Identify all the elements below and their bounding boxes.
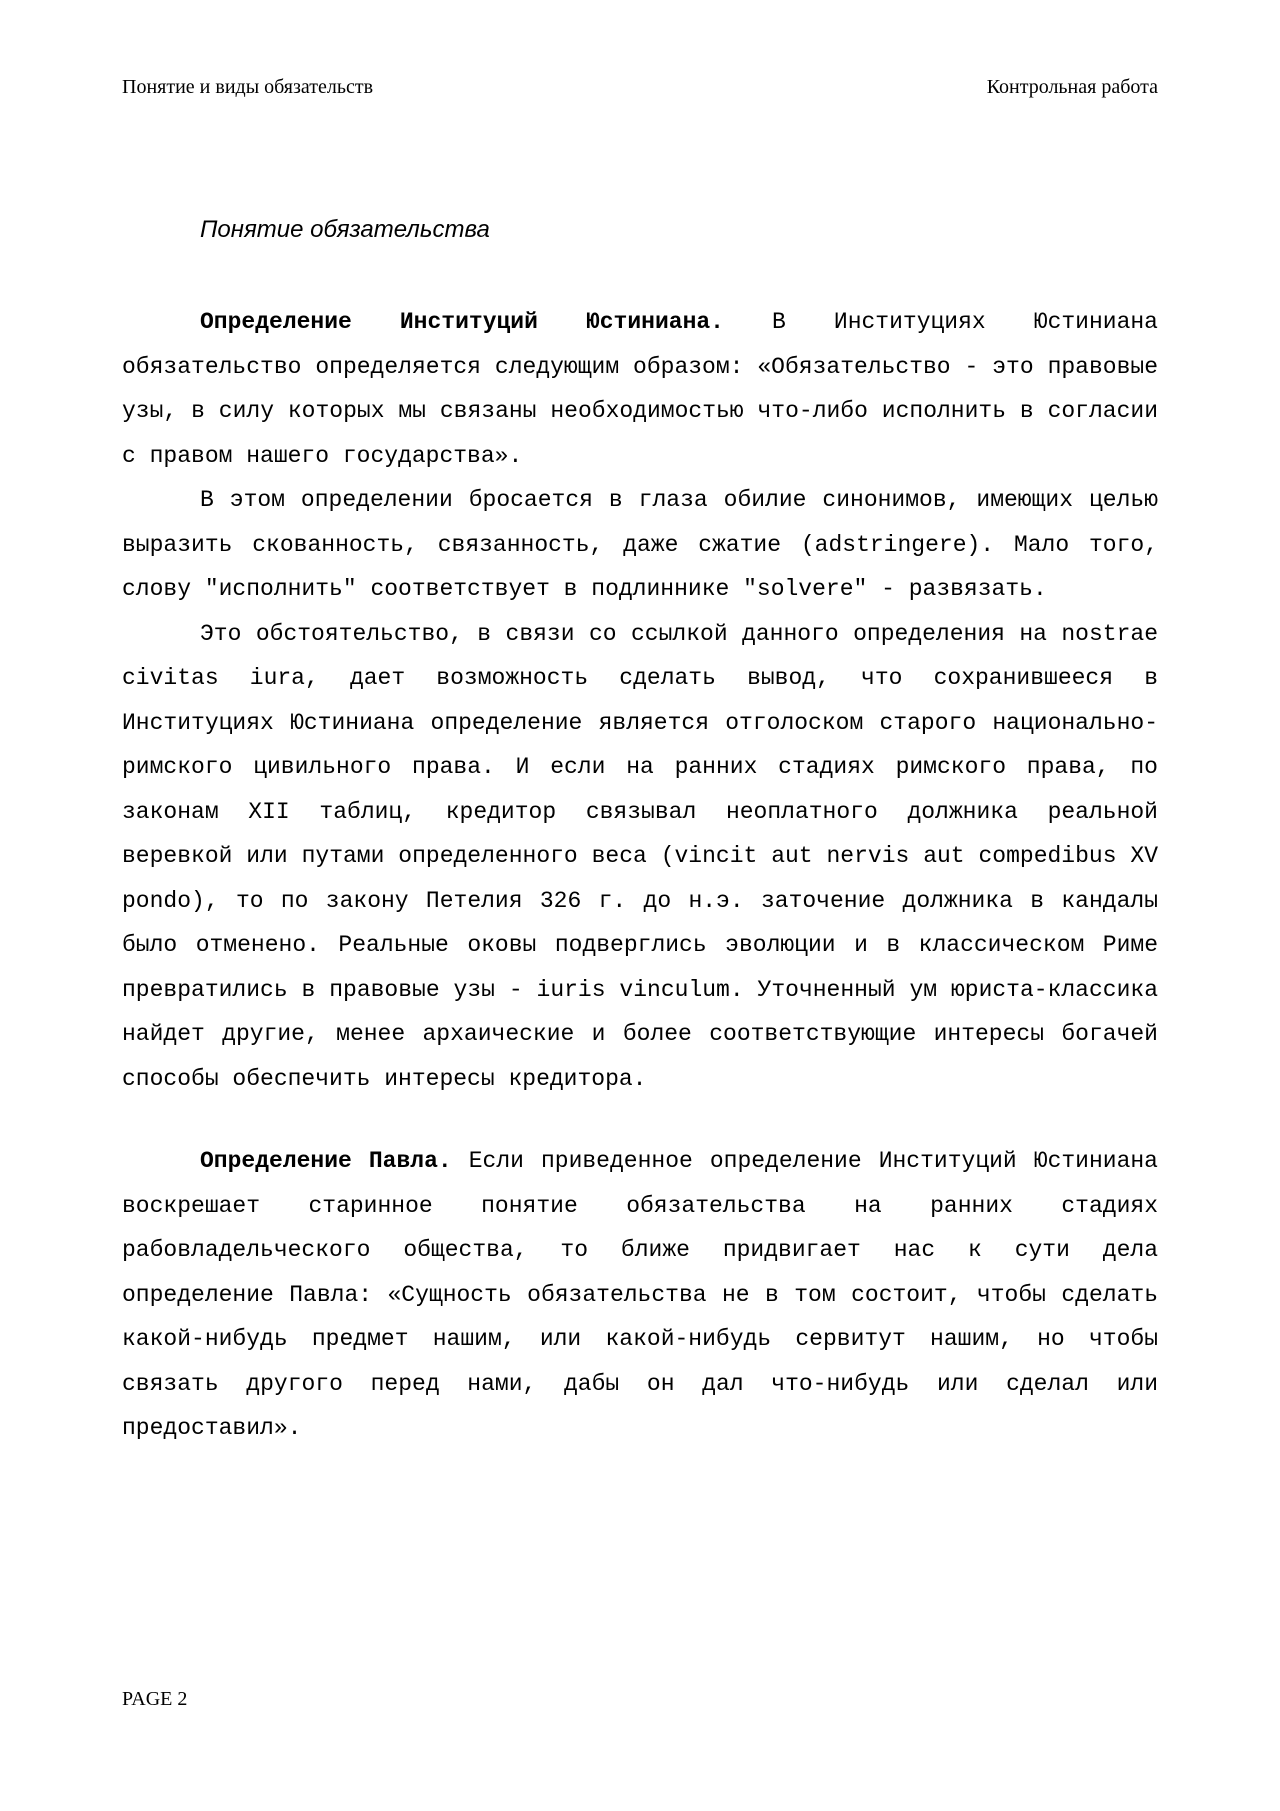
section-gap [122,1101,1158,1139]
header-document-title: Понятие и виды обязательств [122,76,374,98]
page-header [122,76,1158,106]
paragraph-paul-definition [122,1139,1158,1451]
paul-text: Если приведенное определение Институций Юстиниана воскрешает старинное понятие обязательства на ранних стадиях рабовладельческого общества, то ближе придвигает нас к сути дела определение Павла: «Сущность обязательства не в том состоит, чтобы сделать какой-нибудь предмет нашим, или какой-нибудь сервитут нашим, но чтобы связать другого перед нами, дабы он дал что-нибудь или сделал или предоставил». [122,1148,1158,1441]
header-work-type: Контрольная работа [986,76,1158,98]
section-title: Понятие обязательства [200,216,490,243]
document-body [122,214,1158,1451]
paragraph-circumstance: Это обстоятельство, в связи со ссылкой данного определения на nostrae civitas iura, дает возможность сделать вывод, что сохранившееся в Институциях Юстиниана определение является отголоском старого национально-римского цивильного права. И если на ранних стадиях римского права, по законам XII таблиц, кредитор связывал неоплатного должника реальной веревкой или путами определенного веса (vincit aut nervis aut compedibus XV pondo), то по закону Петелия 326 г. до н.э. заточение должника в кандалы было отменено. Реальные оковы подверглись эволюции и в классическом Риме превратились в правовые узы - iuris vinculum. Уточненный ум юриста-классика найдет другие, менее архаические и более соответствующие интересы богачей способы обеспечить интересы кредитора. [122,620,1158,1092]
justinian-text: В Институциях Юстиниана обязательство определяется следующим образом: «Обязательство - это правовые узы, в силу которых мы связаны необходимостью что-либо исполнить в согласии с правом нашего государства». [122,309,1158,469]
paragraph-synonyms: В этом определении бросается в глаза обилие синонимов, имеющих целью выразить скованность, связанность, даже сжатие (adstringere). Мало того, слову "исполнить" соответствует в подлиннике "solvere" - развязать. [122,487,1158,602]
paragraph-justinian-definition [122,300,1158,478]
paul-heading: Определение Павла. [200,1148,452,1174]
page-number: PAGE 2 [122,1688,188,1710]
justinian-heading: Определение Институций Юстиниана. [200,309,724,335]
